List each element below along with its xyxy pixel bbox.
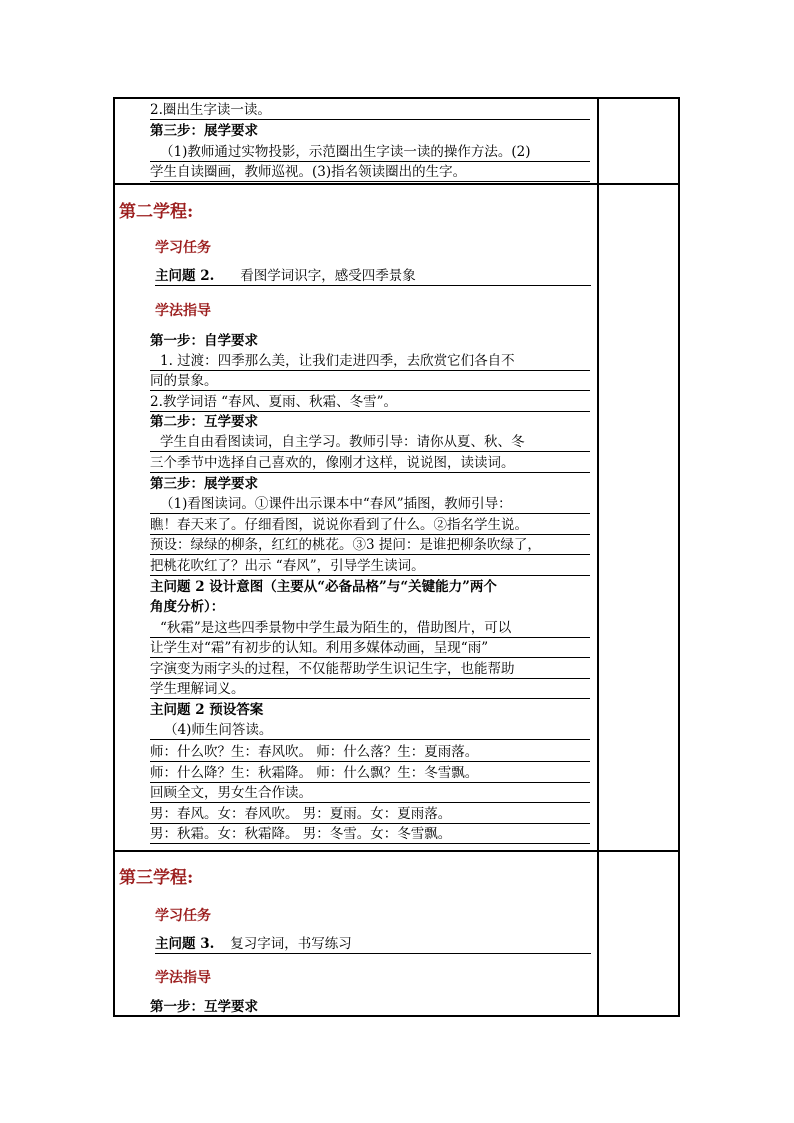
- text-line: 回顾全文，男女生合作读。: [150, 784, 590, 803]
- lesson-plan-table: [113, 97, 680, 1017]
- text-line: 学生理解词义。: [150, 680, 590, 699]
- text-line: 男：秋霜。女：秋霜降。 男：冬雪。女：冬雪飘。: [150, 825, 590, 844]
- text-line: 2.教学词语 “春风、夏雨、秋霜、冬雪”。: [150, 393, 590, 412]
- row-divider: [115, 850, 678, 852]
- text-line: 师：什么吹？生：春风吹。 师：什么落？生：夏雨落。: [150, 743, 590, 762]
- row-divider: [115, 183, 678, 185]
- task-heading: 学习任务: [155, 908, 211, 924]
- text-line: “秋霜”是这些四季景物中学生最为陌生的，借助图片，可以: [150, 619, 590, 638]
- question-text: 复习字词，书写练习: [230, 936, 352, 952]
- step-heading: 第三步：展学要求: [150, 123, 258, 139]
- text-line: 预设：绿绿的柳条，红红的桃花。③3 提问：是谁把柳条吹绿了，: [150, 536, 590, 555]
- question-label: 主问题 2.: [155, 268, 215, 284]
- text-line: 1. 过渡：四季那么美，让我们走进四季，去欣赏它们各自不: [150, 352, 590, 371]
- text-line: 瞧！春天来了。仔细看图，说说你看到了什么。②指名学生说。: [150, 516, 590, 535]
- text-line: （4)师生问答读。: [150, 721, 590, 740]
- column-divider: [597, 99, 599, 1015]
- design-intent-heading: 主问题 2 设计意图（主要从“必备品格”与“关键能力”两个: [150, 579, 497, 595]
- text-line: 师：什么降？生：秋霜降。 师：什么飘？生：冬雪飘。: [150, 764, 590, 783]
- section3-title: 第三学程:: [119, 868, 194, 888]
- text-line: 2.圈出生字读一读。: [150, 101, 590, 120]
- text-line: 男：春风。女：春风吹。 男：夏雨。女：夏雨落。: [150, 805, 590, 824]
- step-heading: 第三步：展学要求: [150, 476, 258, 492]
- text-line: 学生自由看图读词，自主学习。教师引导：请你从夏、秋、冬: [150, 433, 590, 452]
- step-heading: 第一步：自学要求: [150, 333, 258, 349]
- question-text: 看图学词识字，感受四季景象: [240, 268, 416, 284]
- text-line: 同的景象。: [150, 372, 590, 391]
- step-heading: 第二步：互学要求: [150, 414, 258, 430]
- text-line: 让学生对“霜”有初步的认知。利用多媒体动画，呈现“雨”: [150, 639, 590, 658]
- method-heading: 学法指导: [155, 303, 211, 319]
- question-label: 主问题 3.: [155, 936, 215, 952]
- answer-heading: 主问题 2 预设答案: [150, 702, 264, 718]
- text-line: 把桃花吹红了？出示 “春风”，引导学生读词。: [150, 557, 590, 576]
- text-line: 三个季节中选择自己喜欢的，像刚才这样，说说图，读读词。: [150, 454, 590, 473]
- method-heading: 学法指导: [155, 970, 211, 986]
- main-question: [155, 935, 591, 954]
- main-question: [155, 267, 591, 286]
- text-line: 字演变为雨字头的过程，不仅能帮助学生识记生字，也能帮助: [150, 660, 590, 679]
- text-line: （1)看图读词。①课件出示课本中“春风”插图，教师引导：: [150, 495, 590, 514]
- section2-title: 第二学程:: [119, 202, 194, 222]
- text-line: （1)教师通过实物投影，示范圈出生字读一读的操作方法。(2): [150, 143, 590, 162]
- step-heading: 第一步：互学要求: [150, 999, 258, 1015]
- design-intent-heading: 角度分析）：: [150, 599, 225, 615]
- task-heading: 学习任务: [155, 240, 211, 256]
- text-line: 学生自读圈画，教师巡视。(3)指名领读圈出的生字。: [150, 163, 590, 182]
